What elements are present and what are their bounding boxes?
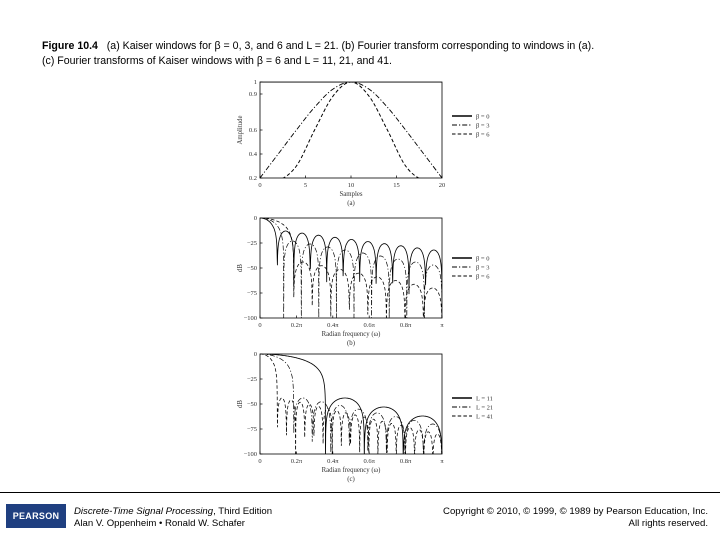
y-tick-label: −25: [246, 240, 257, 248]
x-tick-label: 0.6π: [363, 322, 375, 329]
y-tick-label: 0.2: [248, 175, 257, 183]
x-axis-label: Radian frequency (ω): [321, 467, 381, 474]
caption-line-1: [42, 39, 702, 54]
y-tick-label: −50: [246, 265, 257, 273]
legend-entry: β = 0: [476, 255, 490, 263]
y-tick-label: 0: [253, 351, 257, 359]
x-axis-label: Samples: [339, 191, 363, 198]
x-tick-label: 0.2π: [290, 458, 303, 465]
figure-panel-a: [226, 74, 500, 210]
x-tick-label: 0.8π: [399, 458, 412, 465]
y-axis-label: dB: [237, 264, 244, 272]
x-tick-label: 0.4π: [327, 458, 339, 465]
x-tick-label: 0.4π: [327, 322, 339, 329]
copyright-block: [443, 506, 708, 530]
legend-entry: β = 3: [476, 264, 490, 272]
legend-entry: L = 41: [476, 413, 494, 421]
y-tick-label: 0.4: [248, 151, 257, 159]
series-line: [260, 82, 442, 178]
x-tick-label: 0.8π: [399, 322, 412, 329]
figure-panel-c: [226, 346, 500, 490]
book-title: Discrete-Time Signal Processing: [74, 506, 214, 517]
x-tick-label: 15: [393, 182, 400, 189]
x-axis-label: Radian frequency (ω): [321, 331, 381, 338]
book-authors: Alan V. Oppenheim • Ronald W. Schafer: [74, 518, 245, 529]
y-tick-label: −100: [243, 315, 257, 323]
caption-line-2: (c) Fourier transforms of Kaiser windows with β = 6 and L = 11, 21, and 41.: [42, 55, 392, 67]
x-tick-label: 0: [258, 458, 262, 465]
book-info: [74, 506, 272, 530]
book-edition: , Third Edition: [213, 506, 273, 517]
y-axis-label: Amplitude: [237, 115, 244, 145]
x-tick-label: π: [440, 458, 444, 465]
panel-label: (b): [347, 340, 355, 347]
figure-panel-b: [226, 210, 500, 350]
book-title-line: [74, 506, 272, 518]
x-tick-label: 0.2π: [290, 322, 303, 329]
x-tick-label: 20: [438, 182, 446, 189]
y-tick-label: 0.6: [248, 127, 257, 135]
pearson-logo: PEARSON: [6, 504, 66, 528]
plot-frame: [260, 354, 442, 454]
y-tick-label: 1: [253, 79, 257, 87]
series-line: [260, 218, 442, 323]
series-line: [260, 354, 442, 459]
panel-label: (a): [347, 200, 355, 207]
legend-entry: L = 11: [476, 395, 493, 403]
y-tick-label: −75: [246, 290, 257, 298]
series-line: [260, 218, 442, 323]
series-line: [260, 354, 442, 459]
figure-caption: [42, 39, 702, 69]
series-line: [260, 82, 442, 181]
plot-frame: [260, 82, 442, 178]
footer-divider: [0, 492, 720, 493]
x-tick-label: 0: [258, 322, 262, 329]
x-tick-label: 10: [347, 182, 355, 189]
y-tick-label: −50: [246, 401, 257, 409]
x-tick-label: 5: [303, 182, 308, 189]
y-tick-label: 0.9: [248, 91, 257, 99]
series-line: [260, 218, 442, 323]
y-tick-label: −100: [243, 451, 257, 459]
y-axis-label: dB: [237, 400, 244, 408]
y-tick-label: −75: [246, 426, 257, 434]
copyright-text: Copyright © 2010, © 1999, © 1989 by Pearson Education, Inc.: [443, 506, 708, 517]
figure-label: Figure 10.4: [42, 40, 98, 52]
legend-entry: β = 6: [476, 273, 490, 281]
series-line: [260, 354, 442, 459]
y-tick-label: −25: [246, 376, 257, 384]
x-tick-label: 0.6π: [363, 458, 375, 465]
legend-entry: β = 6: [476, 131, 490, 139]
caption-line-1-text: (a) Kaiser windows for β = 0, 3, and 6 and L = 21. (b) Fourier transform corresponding to windows in (a).: [106, 40, 595, 52]
y-tick-label: 0: [253, 215, 257, 223]
legend-entry: β = 0: [476, 113, 490, 121]
rights-text: All rights reserved.: [628, 518, 708, 529]
legend-entry: β = 3: [476, 122, 490, 130]
plot-frame: [260, 218, 442, 318]
x-tick-label: π: [440, 322, 444, 329]
legend-entry: L = 21: [476, 404, 494, 412]
x-tick-label: 0: [258, 182, 262, 189]
panel-label: (c): [347, 476, 355, 483]
